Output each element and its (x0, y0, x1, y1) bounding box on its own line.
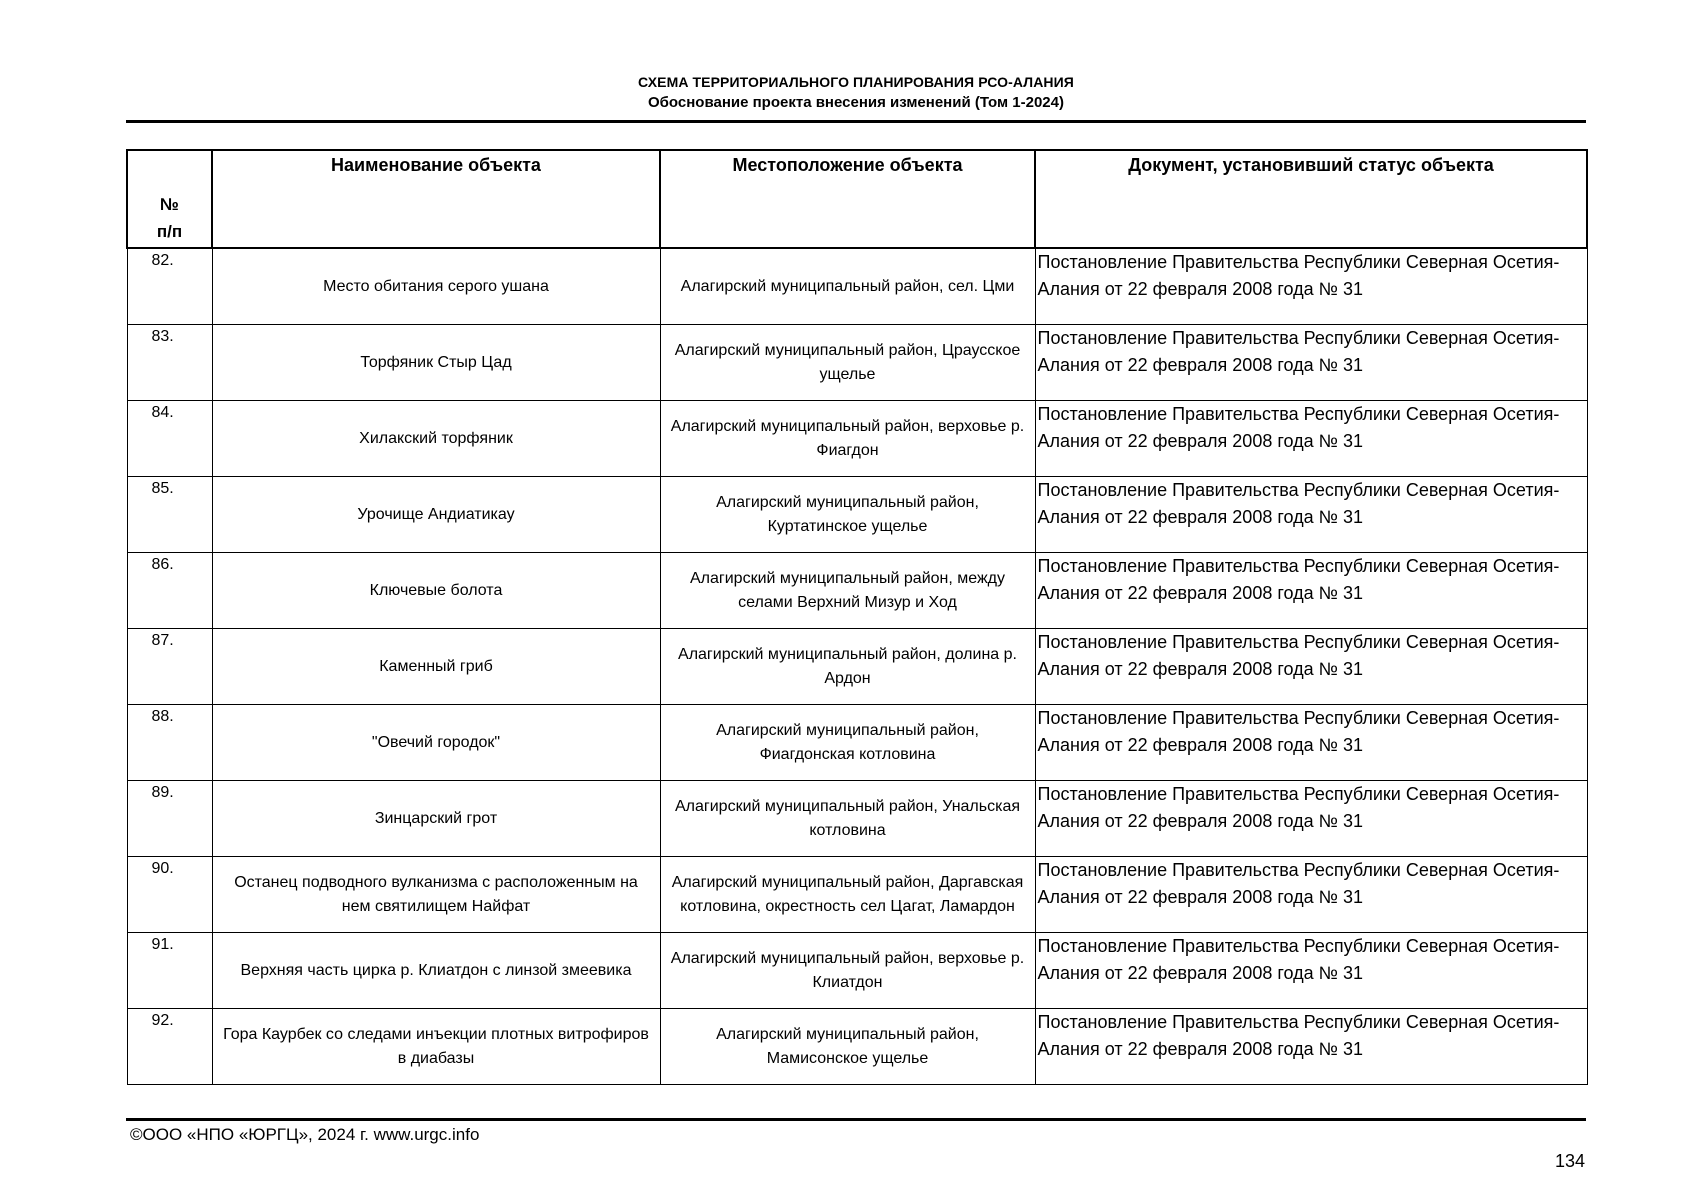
row-number: 85. (127, 477, 212, 553)
object-document: Постановление Правительства Республики Северная Осетия-Алания от 22 февраля 2008 года № 31 (1035, 401, 1587, 477)
table-row (127, 857, 1587, 933)
object-document: Постановление Правительства Республики Северная Осетия-Алания от 22 февраля 2008 года № 31 (1035, 325, 1587, 401)
object-document: Постановление Правительства Республики Северная Осетия-Алания от 22 февраля 2008 года № 31 (1035, 477, 1587, 553)
table-row (127, 401, 1587, 477)
page-number: 134 (1554, 1151, 1585, 1171)
row-number: 92. (127, 1009, 212, 1085)
column-header-number-line2: п/п (156, 222, 183, 241)
column-header-document: Документ, установивший статус объекта (1035, 150, 1587, 248)
object-document: Постановление Правительства Республики Северная Осетия-Алания от 22 февраля 2008 года № 31 (1035, 933, 1587, 1009)
row-number: 83. (127, 325, 212, 401)
object-location: Алагирский муниципальный район, долина р. Ардон (660, 629, 1035, 705)
object-location: Алагирский муниципальный район, Даргавская котловина, окрестность сел Цагат, Ламардон (660, 857, 1035, 933)
object-document: Постановление Правительства Республики Северная Осетия-Алания от 22 февраля 2008 года № 31 (1035, 1009, 1587, 1085)
object-name: Каменный гриб (212, 629, 660, 705)
table-row (127, 1009, 1587, 1085)
table-header-row (127, 150, 1587, 248)
object-location: Алагирский муниципальный район, Унальская котловина (660, 781, 1035, 857)
table-row (127, 248, 1587, 325)
object-document: Постановление Правительства Республики Северная Осетия-Алания от 22 февраля 2008 года № 31 (1035, 857, 1587, 933)
object-name: Зинцарский грот (212, 781, 660, 857)
object-location: Алагирский муниципальный район, верховье р. Фиагдон (660, 401, 1035, 477)
document-header (126, 72, 1586, 114)
object-document: Постановление Правительства Республики Северная Осетия-Алания от 22 февраля 2008 года № 31 (1035, 553, 1587, 629)
objects-table (126, 149, 1588, 1085)
object-location: Алагирский муниципальный район, Мамисонское ущелье (660, 1009, 1035, 1085)
object-document: Постановление Правительства Республики Северная Осетия-Алания от 22 февраля 2008 года № 31 (1035, 781, 1587, 857)
header-divider (126, 120, 1586, 123)
object-document: Постановление Правительства Республики Северная Осетия-Алания от 22 февраля 2008 года № 31 (1035, 248, 1587, 325)
object-name: "Овечий городок" (212, 705, 660, 781)
row-number: 91. (127, 933, 212, 1009)
row-number: 88. (127, 705, 212, 781)
footer-divider (126, 1118, 1586, 1121)
row-number: 86. (127, 553, 212, 629)
table-row (127, 553, 1587, 629)
object-name: Ключевые болота (212, 553, 660, 629)
object-location: Алагирский муниципальный район, сел. Цми (660, 248, 1035, 325)
table-row (127, 781, 1587, 857)
object-location: Алагирский муниципальный район, Цраусское ущелье (660, 325, 1035, 401)
row-number: 82. (127, 248, 212, 325)
footer-copyright: ©ООО «НПО «ЮРГЦ», 2024 г. www.urgc.info (130, 1125, 480, 1144)
table-row (127, 933, 1587, 1009)
document-subtitle: Обоснование проекта внесения изменений (Том 1-2024) (648, 94, 1064, 111)
row-number: 87. (127, 629, 212, 705)
table-row (127, 705, 1587, 781)
object-document: Постановление Правительства Республики Северная Осетия-Алания от 22 февраля 2008 года № 31 (1035, 705, 1587, 781)
object-name: Верхняя часть цирка р. Клиатдон с линзой змеевика (212, 933, 660, 1009)
row-number: 90. (127, 857, 212, 933)
object-name: Урочище Андиатикау (212, 477, 660, 553)
table-row (127, 477, 1587, 553)
object-name: Торфяник Стыр Цад (212, 325, 660, 401)
object-location: Алагирский муниципальный район, Куртатинское ущелье (660, 477, 1035, 553)
row-number: 89. (127, 781, 212, 857)
column-header-name: Наименование объекта (212, 150, 660, 248)
object-name: Гора Каурбек со следами инъекции плотных витрофиров в диабазы (212, 1009, 660, 1085)
object-location: Алагирский муниципальный район, верховье р. Клиатдон (660, 933, 1035, 1009)
table-row (127, 325, 1587, 401)
object-document: Постановление Правительства Республики Северная Осетия-Алания от 22 февраля 2008 года № 31 (1035, 629, 1587, 705)
column-header-location: Местоположение объекта (660, 150, 1035, 248)
object-name: Место обитания серого ушана (212, 248, 660, 325)
document-title: СХЕМА ТЕРРИТОРИАЛЬНОГО ПЛАНИРОВАНИЯ РСО-АЛАНИЯ (638, 74, 1074, 90)
object-location: Алагирский муниципальный район, Фиагдонская котловина (660, 705, 1035, 781)
object-location: Алагирский муниципальный район, между селами Верхний Мизур и Ход (660, 553, 1035, 629)
object-name: Останец подводного вулканизма с расположенным на нем святилищем Найфат (212, 857, 660, 933)
row-number: 84. (127, 401, 212, 477)
column-header-number (127, 150, 212, 248)
column-header-number-line1: № (160, 195, 179, 214)
object-name: Хилакский торфяник (212, 401, 660, 477)
table-row (127, 629, 1587, 705)
